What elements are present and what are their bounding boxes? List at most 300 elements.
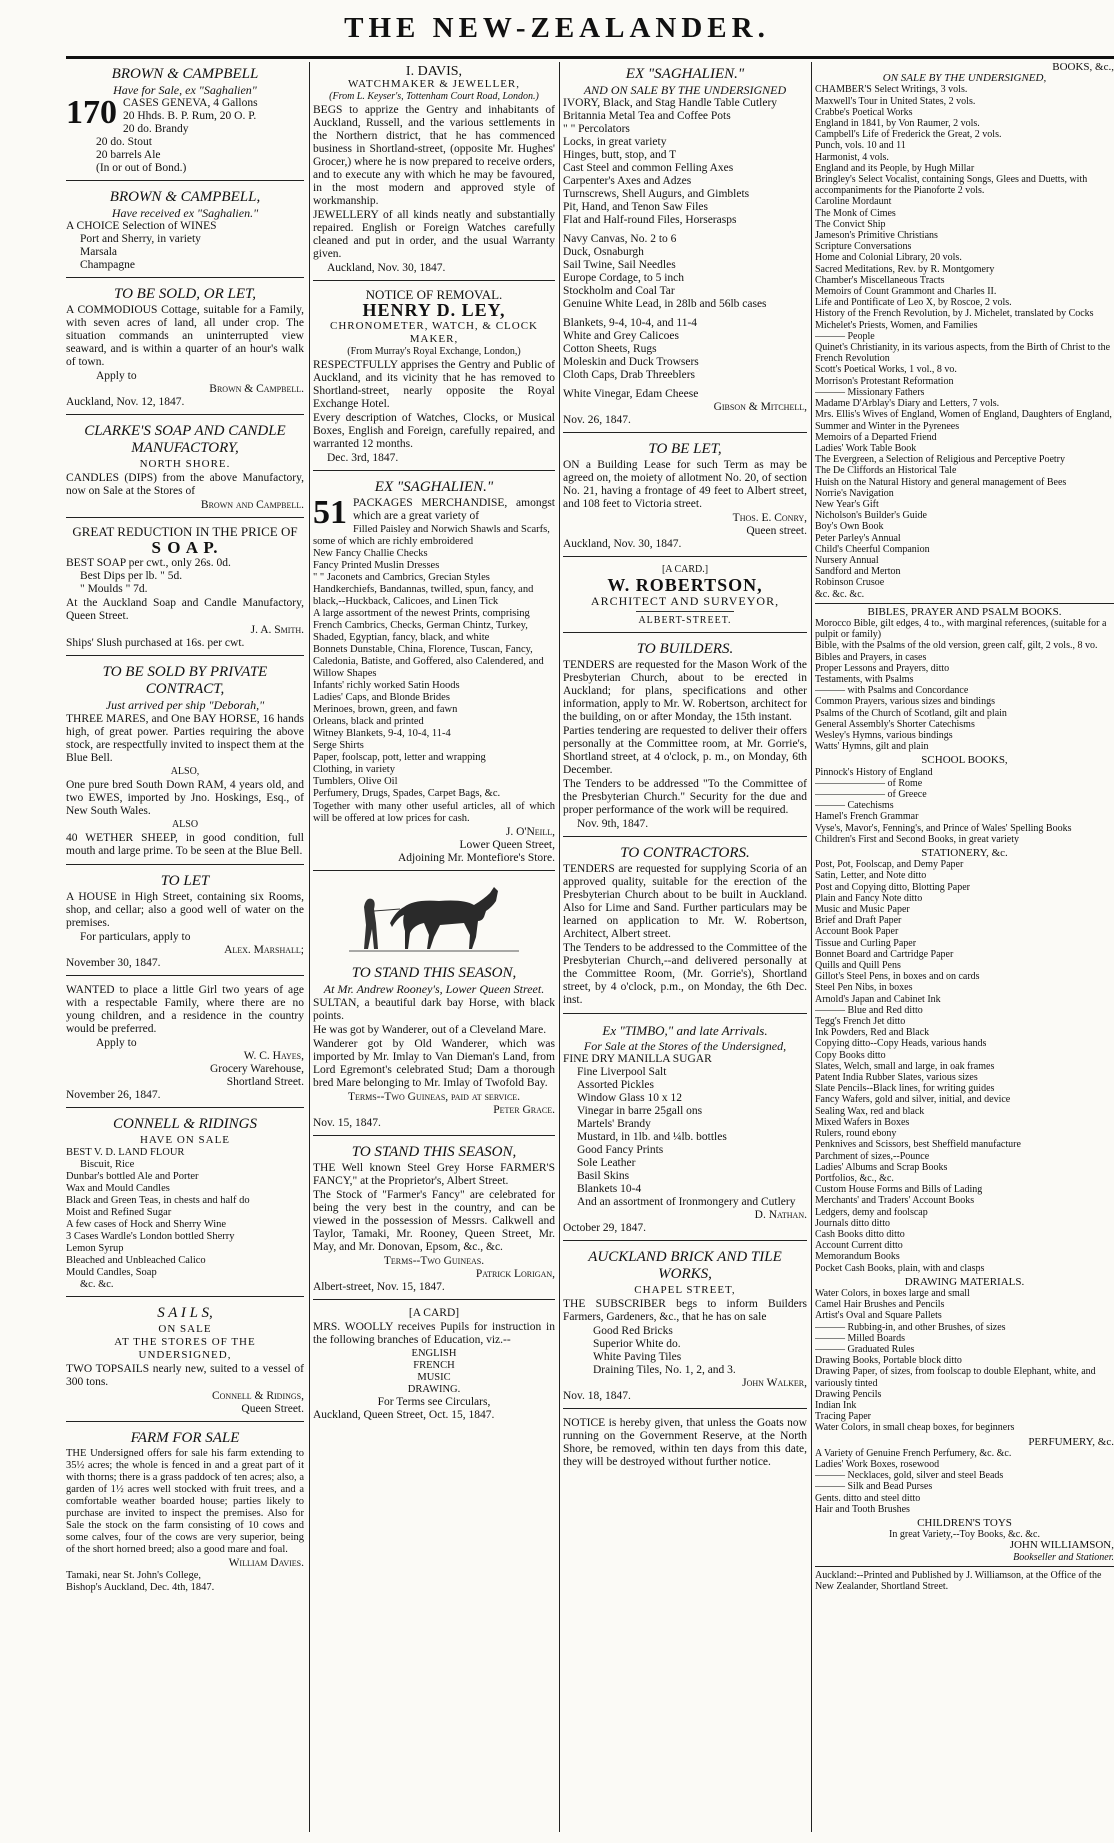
ad-davis-watchmaker <box>313 62 555 281</box>
ad-line: Cast Steel and common Felling Axes <box>563 162 734 174</box>
drawing-list <box>815 1288 1114 1434</box>
ad-apply: Apply to <box>96 1037 137 1049</box>
list-item: Brief and Draft Paper <box>815 915 902 927</box>
ad-line: Clothing, in variety <box>313 764 395 775</box>
ad-line: Flat and Half-round Files, Horserasps <box>563 214 737 226</box>
bibles-heading: BIBLES, PRAYER AND PSALM BOOKS. <box>867 605 1062 618</box>
list-item: Nicholson's Builder's Guide <box>815 510 927 522</box>
list-item: Common Prayers, various sizes and bindings <box>815 696 995 708</box>
ad-title: Ex "TIMBO," and late Arrivals. <box>602 1023 768 1038</box>
ad-stand-farmers-fancy <box>313 1140 555 1300</box>
list-item: Account Book Paper <box>815 926 899 938</box>
ad-line: Turnscrews, Shell Augurs, and Gimblets <box>563 188 750 200</box>
ad-line: Superior White do. <box>593 1338 681 1350</box>
list-item: Steel Pen Nibs, in boxes <box>815 982 913 994</box>
list-item: Life and Pontificate of Leo X, by Roscoe, 2 vols. <box>815 297 1012 309</box>
list-item: Copying ditto--Copy Heads, various hands <box>815 1038 987 1050</box>
ad-title: TO CONTRACTORS. <box>620 845 750 861</box>
list-item: ——————— of Greece <box>815 789 927 800</box>
list-item: CHAMBER'S Select Writings, 3 vols. <box>815 84 968 96</box>
ad-signature: Patrick Lorigan, <box>475 1268 555 1280</box>
ad-subject: MUSIC <box>417 1372 451 1383</box>
ad-line: &c. &c. <box>80 1279 114 1290</box>
ad-sails <box>66 1301 304 1422</box>
ad-title: TO BE LET, <box>648 441 722 457</box>
ad-line: Sole Leather <box>577 1157 636 1169</box>
ad-stand-sultan <box>313 961 555 1136</box>
ad-footer: Ships' Slush purchased at 16s. per cwt. <box>66 637 245 649</box>
toys-heading: CHILDREN'S TOYS <box>917 1517 1012 1529</box>
ad-line: BEST V. D. LAND FLOUR <box>66 1147 185 1158</box>
ad-line: 20 barrels Ale <box>96 149 161 161</box>
column-3 <box>563 62 807 1832</box>
ad-signature: Grocery Warehouse, <box>209 1063 304 1075</box>
list-item: ——— Catechisms <box>815 800 894 812</box>
ad-body: THE Well known Steel Grey Horse FARMER'S FANCY," at the Proprietor's, Albert Street. <box>313 1162 555 1187</box>
ad-title: TO LET <box>160 873 210 889</box>
list-item: &c. &c. &c. <box>815 588 865 600</box>
ad-signature: Connell & Ridings, <box>211 1390 304 1402</box>
list-item: Rulers, round ebony <box>815 1128 897 1140</box>
ad-signature: W. C. Hayes, <box>243 1050 304 1062</box>
ad-line: Navy Canvas, No. 2 to 6 <box>563 233 677 245</box>
ad-wanted <box>66 980 304 1108</box>
ad-line: Window Glass 10 x 12 <box>577 1092 682 1104</box>
list-item: Memoirs of a Departed Friend <box>815 431 937 443</box>
list-item: Post, Pot, Foolscap, and Demy Paper <box>815 859 964 871</box>
ad-subtitle: AT THE STORES OF THE UNDERSIGNED, <box>114 1336 256 1361</box>
ad-line: " " Percolators <box>563 123 630 135</box>
list-item: Drawing Books, Portable block ditto <box>815 1355 962 1367</box>
ad-body: Parties tendering are requested to deliver their offers personally at the Committee room, at Mr. Gorrie's, Shortland street, at 4 o'clock, p. m., on Monday, 6th December. <box>563 725 807 776</box>
list-item: Parchment of sizes,--Pounce <box>815 1150 930 1162</box>
list-item: Ladies' Work Table Book <box>815 442 917 454</box>
list-item: Tracing Paper <box>815 1411 872 1423</box>
ad-line: Handkerchiefs, Bandannas, twilled, spun, fancy, and black,--Huckback, Calicoes, and Linen Tick <box>313 584 534 607</box>
list-item: Water Colors, in boxes large and small <box>815 1287 970 1299</box>
list-item: Jameson's Primitive Christians <box>815 230 938 242</box>
ad-line: White and Grey Calicoes <box>563 330 679 342</box>
ad-signature: William Davies. <box>228 1557 304 1569</box>
ad-signature: D. Nathan. <box>754 1209 807 1221</box>
ad-line: CASES GENEVA, 4 Gallons <box>123 97 258 109</box>
list-item: England and its People, by Hugh Millar <box>815 162 975 174</box>
ad-terms: Terms--Two Guineas. <box>383 1255 485 1267</box>
ad-line: Europe Cordage, to 5 inch <box>563 272 685 284</box>
ad-signature: Adjoining Mr. Montefiore's Store. <box>398 852 555 864</box>
ad-line: Good Red Bricks <box>593 1325 673 1337</box>
list-item: Peter Parley's Annual <box>815 532 901 544</box>
list-item: Sealing Wax, red and black <box>815 1105 925 1117</box>
ad-subtitle: ON SALE <box>158 1323 212 1335</box>
ad-date: November 26, 1847. <box>66 1089 161 1101</box>
ad-body: The Stock of "Farmer's Fancy" are celebrated for being the very best in the country, and can be viewed in the possession of Messrs. Calkwell and Taylor, Tamaki, Mr. Rooney, Queen Street, Mr. May, and Mr. Donovan, Epsom, &c., &c. <box>313 1189 555 1253</box>
column-divider <box>309 62 310 1832</box>
list-item: Drawing Pencils <box>815 1388 882 1400</box>
ad-line: " Moulds " 7d. <box>80 583 148 595</box>
list-item: Bible, with the Psalms of the old version, green calf, gilt, 2 vols., 8 vo. <box>815 640 1098 652</box>
column-divider <box>811 62 812 1832</box>
list-item: The Evergreen, a Selection of Religious and Perceptive Poetry <box>815 454 1066 466</box>
ad-subject: FRENCH <box>413 1360 455 1371</box>
masthead: THE NEW-ZEALANDER. <box>344 12 770 44</box>
ad-farm-for-sale <box>66 1426 304 1599</box>
list-item: Watts' Hymns, gilt and plain <box>815 741 929 753</box>
list-item: General Assembly's Shorter Catechisms <box>815 718 975 730</box>
ad-apply: For particulars, apply to <box>80 931 191 943</box>
list-item: Mrs. Ellis's Wives of England, Women of England, Daughters of England, Summer and Winter in the Pyrenees <box>815 409 1112 432</box>
ad-title: EX "SAGHALIEN." <box>625 66 745 82</box>
ad-line: 20 Hhds. B. P. Rum, 20 O. P. <box>123 110 257 122</box>
horse-illustration <box>344 877 524 955</box>
ad-date: Auckland, Nov. 30, 1847. <box>327 262 446 274</box>
ad-signature: J. A. Smith. <box>250 624 304 636</box>
ad-date: Auckland, Nov. 12, 1847. <box>66 396 185 408</box>
ad-body: Together with many other useful articles, all of which will be offered at low prices for cash. <box>313 801 555 824</box>
list-item: Ladies' Work Boxes, rosewood <box>815 1458 940 1470</box>
ad-subtitle: NORTH SHORE. <box>139 458 231 470</box>
ad-body: WANTED to place a little Girl two years of age with a respectable Family, where there are no young children, and a residence in the country would be preferred. <box>66 984 304 1035</box>
list-item: Journals ditto ditto <box>815 1217 890 1229</box>
ad-body: THREE MARES, and One BAY HORSE, 16 hands high, of great power. Parties requiring the above stock, are respectfully invited to inspect them at the Blue Bell. <box>66 713 304 764</box>
ad-line: (In or out of Bond.) <box>96 162 187 174</box>
ad-body: TENDERS are requested for supplying Scoria of an approved quality, suitable for the erection of the Presbyterian Church about to be built in Auckland. Also for Lime and Sand. Further particulars may be learned on application to Mr. W. Robertson, Architect, Albert street. <box>563 863 807 940</box>
list-item: Copy Books ditto <box>815 1049 886 1061</box>
ad-signature: Lower Queen Street, <box>459 839 555 851</box>
ad-line: Martels' Brandy <box>577 1118 651 1130</box>
ad-date: Auckland, Queen Street, Oct. 15, 1847. <box>313 1409 495 1421</box>
list-item: Custom House Forms and Bills of Lading <box>815 1184 983 1196</box>
ad-title: GREAT REDUCTION IN THE PRICE OF <box>72 524 298 539</box>
ad-date: November 30, 1847. <box>66 957 161 969</box>
ad-line: Fine Liverpool Salt <box>577 1066 667 1078</box>
ad-signature: Gibson & Mitchell, <box>713 401 807 413</box>
stationery-list <box>815 859 1114 1274</box>
ad-title: TO STAND THIS SEASON, <box>351 965 517 981</box>
ad-date: Dec. 3rd, 1847. <box>327 452 399 464</box>
list-item: Camel Hair Brushes and Pencils <box>815 1299 945 1311</box>
list-item: Ledgers, demy and foolscap <box>815 1206 928 1218</box>
ad-to-contractors <box>563 841 807 1014</box>
ad-body: He was got by Wanderer, out of a Cleveland Mare. <box>313 1024 547 1036</box>
ad-line: And an assortment of Ironmongery and Cutlery <box>577 1196 796 1208</box>
ad-to-builders <box>563 637 807 837</box>
ad-nathan <box>563 1018 807 1241</box>
ad-body: Wanderer got by Old Wanderer, which was imported by Mr. Imlay to Van Dieman's Land, from Lord Egremont's celebrated Stud; Dam a thorough bred Mare belonging to Mr. Imlay of Twofold Bay. <box>313 1038 555 1089</box>
ad-signature: Thos. E. Conry, <box>732 512 807 524</box>
ad-body: The Tenders to be addressed "To the Committee of the Presbyterian Church." Security for the due and proper performance of the work will be required. <box>563 778 807 816</box>
ad-line: Carpenter's Axes and Adzes <box>563 175 692 187</box>
ad-big-number: 51 <box>313 494 347 531</box>
list-item: Artist's Oval and Square Pallets <box>815 1310 942 1322</box>
ad-body: SULTAN, a beautiful dark bay Horse, with black points. <box>313 997 555 1022</box>
ad-line: 20 do. Stout <box>96 136 152 148</box>
list-item: Psalms of the Church of Scotland, gilt and plain <box>815 707 1007 719</box>
ad-line: Paper, foolscap, pott, letter and wrapping <box>313 752 486 763</box>
list-item: Post and Copying ditto, Blotting Paper <box>815 881 971 893</box>
ad-connell-ridings <box>66 1112 304 1297</box>
ad-title: I. DAVIS, <box>405 64 463 79</box>
list-item: Quinet's Christianity, in its various aspects, from the Birth of Christ to the French Revolution <box>815 342 1111 365</box>
list-item: Punch, vols. 10 and 11 <box>815 140 906 152</box>
ad-terms: For Terms see Circulars, <box>377 1396 491 1408</box>
ad-line: Orleans, black and printed <box>313 716 424 727</box>
ad-line: A CHOICE Selection of WINES <box>66 220 217 232</box>
ad-brown-campbell-spirits <box>66 62 304 181</box>
ad-soap-reduction <box>66 522 304 656</box>
ad-body: BEGS to apprize the Gentry and inhabitants of Auckland, Russell, and the various settlements in the Northern district, that he has commenced business in Shortland-street, (opposite Mr. Hughes' Grocer,) where he is now prepared to receive orders, and to execute any with which he may be favoured, in the most modern and approved style of workmanship. <box>313 104 555 207</box>
ad-title: BROWN & CAMPBELL, <box>109 189 261 205</box>
drawing-heading: DRAWING MATERIALS. <box>904 1275 1025 1288</box>
list-item: ——— with Psalms and Concordance <box>815 685 969 697</box>
ad-line: Basil Skins <box>577 1170 630 1182</box>
list-item: Michelet's Priests, Women, and Families <box>815 319 978 331</box>
ad-signature: Queen Street. <box>241 1403 304 1415</box>
list-item: Scripture Conversations <box>815 241 912 253</box>
list-item: Ladies' Albums and Scrap Books <box>815 1161 948 1173</box>
ad-robertson-card <box>563 561 807 633</box>
ad-line: Moleskin and Duck Trowsers <box>563 356 699 368</box>
list-item: Hamel's French Grammar <box>815 811 919 823</box>
ad-subject: ENGLISH <box>411 1348 457 1359</box>
list-item: Boy's Own Book <box>815 521 884 533</box>
ad-date: Auckland, Nov. 30, 1847. <box>563 538 682 550</box>
ad-subtitle: ALBERT-STREET. <box>638 615 732 626</box>
ad-body: TWO TOPSAILS nearly new, suited to a vessel of 300 tons. <box>66 1363 304 1388</box>
ad-line: Vinegar in barre 25gall ons <box>577 1105 703 1117</box>
ad-signature: John Walker, <box>742 1377 807 1389</box>
list-item: Robinson Crusoe <box>815 577 885 589</box>
list-item: Ink Powders, Red and Black <box>815 1027 930 1039</box>
list-item: Child's Cheerful Companion <box>815 543 930 555</box>
ad-line: BEST SOAP per cwt., only 26s. 0d. <box>66 557 231 569</box>
ad-place: Tamaki, near St. John's College, <box>66 1570 202 1581</box>
ad-line: Perfumery, Drugs, Spades, Carpet Bags, &c. <box>313 788 501 799</box>
list-item: Norrie's Navigation <box>815 487 894 499</box>
ad-line: Cloth Caps, Drab Threeblers <box>563 369 696 381</box>
ad-date: Nov. 15, 1847. <box>313 1117 381 1129</box>
list-item: ——— Silk and Bead Purses <box>815 1481 933 1493</box>
ad-line: Sail Twine, Sail Needles <box>563 259 676 271</box>
signature-williamson: JOHN WILLIAMSON, <box>1009 1539 1114 1552</box>
list-item: Satin, Letter, and Note ditto <box>815 870 927 882</box>
ad-line: Hinges, butt, stop, and T <box>563 149 677 161</box>
ad-line: Marsala <box>80 246 118 258</box>
ad-subtitle: Have received ex "Saghalien." <box>111 206 259 220</box>
ad-date: Bishop's Auckland, Dec. 4th, 1847. <box>66 1582 215 1593</box>
ad-also: ALSO <box>171 819 199 830</box>
list-item: Crabbe's Poetical Works <box>815 106 913 118</box>
list-item: Slates, Welch, small and large, in oak frames <box>815 1060 995 1072</box>
ad-title: TO BUILDERS. <box>636 641 734 657</box>
ad-body: The Tenders to be addressed to the Committee of the Presbyterian Church,--and delivered personally at the Committee Room, (Mr. Gorrie's), Shortland street, by 4 o'clock, p.m., on Monday, the 6th Dec. inst. <box>563 942 807 1006</box>
ad-date: Nov. 18, 1847. <box>563 1390 631 1402</box>
ad-line: Blankets, 9-4, 10-4, and 11-4 <box>563 317 698 329</box>
ad-line: Blankets 10-4 <box>577 1183 642 1195</box>
ad-line: Locks, in great variety <box>563 136 667 148</box>
ad-line: Witney Blankets, 9-4, 10-4, 11-4 <box>313 728 451 739</box>
list-item: Tegg's French Jet ditto <box>815 1016 906 1028</box>
list-item: History of the French Revolution, by J. Michelet, translated by Cocks <box>815 308 1094 320</box>
ad-line: Pit, Hand, and Tenon Saw Files <box>563 201 708 213</box>
ad-line: Fancy Printed Muslin Dresses <box>313 560 440 571</box>
ad-line: 3 Cases Wardle's London bottled Sherry <box>66 1231 235 1242</box>
ad-line: Port and Sherry, in variety <box>80 233 201 245</box>
list-item: A Variety of Genuine French Perfumery, &c. &c. <box>815 1447 1012 1459</box>
ad-card: [A CARD] <box>408 1307 460 1319</box>
ad-title: FARM FOR SALE <box>130 1430 240 1446</box>
list-item: ——— Rubbing-in, and other Brushes, of sizes <box>815 1321 1006 1333</box>
ad-subtitle: Have for Sale, ex "Saghalien" <box>113 83 257 97</box>
ad-body: CANDLES (DIPS) from the above Manufactory, now on Sale at the Stores of <box>66 472 304 497</box>
ad-line: IVORY, Black, and Stag Handle Table Cutlery <box>563 97 778 109</box>
ad-line: Merinoes, brown, green, and fawn <box>313 704 458 715</box>
list-item: Hair and Tooth Brushes <box>815 1503 910 1515</box>
ad-body: NOTICE is hereby given, that unless the Goats now running on the Government Reserve, at the North Shore, be removed, within ten days from this date, they will be destroyed without further notice. <box>563 1417 807 1468</box>
ad-gibson-mitchell <box>563 62 807 433</box>
list-item: Vyse's, Mavor's, Fenning's, and Prince of Wales' Spelling Books <box>815 822 1072 834</box>
ad-conry-lease <box>563 437 807 557</box>
ad-title: AUCKLAND BRICK AND TILE WORKS, <box>588 1249 782 1282</box>
books-subheading: ON SALE BY THE UNDERSIGNED, <box>882 72 1047 85</box>
list-item: Gents. ditto and steel ditto <box>815 1492 921 1504</box>
ad-henry-ley <box>313 285 555 471</box>
ad-line: Serge Shirts <box>313 740 364 751</box>
bibles-list <box>815 618 1114 752</box>
ad-title: EX "SAGHALIEN." <box>374 479 494 495</box>
books-heading: BOOKS, &c., <box>1052 62 1114 73</box>
ad-date: Nov. 26, 1847. <box>563 414 631 426</box>
ad-line: Black and Green Teas, in chests and half do <box>66 1195 250 1206</box>
ad-body: ON a Building Lease for such Term as may be agreed on, the moiety of allotment No. 20, of section No. 21, having a frontage of 49 feet to Albert street, and 108 feet to Victoria street. <box>563 459 807 510</box>
ad-line: Bonnets Dunstable, China, Florence, Tuscan, Fancy, Caledonia, Batiste, and Goffered, also Calendered, and Willow Shapes <box>313 644 544 679</box>
list-item: Caroline Mordaunt <box>815 196 892 208</box>
list-item: Mixed Wafers in Boxes <box>815 1116 910 1128</box>
ad-body: JEWELLERY of all kinds neatly and substantially repaired. English or Foreign Watches carefully cleaned and put in order, and the usual Warranty given. <box>313 209 555 260</box>
ad-apply: Apply to <box>96 370 137 382</box>
ad-body: A HOUSE in High Street, containing six Rooms, shop, and cellar; also a good well of water on the premises. <box>66 891 304 929</box>
masthead-rule <box>66 56 1114 59</box>
ad-line: Cotton Sheets, Rugs <box>563 343 657 355</box>
list-item: Pocket Cash Books, plain, with and clasps <box>815 1262 985 1274</box>
ad-title: CLARKE'S SOAP AND CANDLE MANUFACTORY, <box>84 423 286 456</box>
ad-line: Duck, Osnaburgh <box>563 246 644 258</box>
ad-big-number: 170 <box>66 94 117 131</box>
ad-title: S O A P. <box>151 538 219 557</box>
ad-line: Genuine White Lead, in 28lb and 56lb cases <box>563 298 767 310</box>
ad-subtitle: AND ON SALE BY THE UNDERSIGNED <box>583 83 787 97</box>
list-item: Fancy Wafers, gold and silver, initial, and device <box>815 1094 1011 1106</box>
ad-signature: Alex. Marshall; <box>224 944 304 956</box>
ad-line: Assorted Pickles <box>577 1079 654 1091</box>
ad-body: A COMMODIOUS Cottage, suitable for a Family, with seven acres of land, all under crop. The situation commands an uninterrupted view seaward, and is within a quarter of an hour's walk of town. <box>66 304 304 368</box>
column-4 <box>815 62 1114 1832</box>
ad-goats-notice <box>563 1413 807 1475</box>
list-item: Arnold's Japan and Cabinet Ink <box>815 993 941 1005</box>
list-item: Proper Lessons and Prayers, ditto <box>815 662 950 674</box>
ad-lead: PACKAGES MERCHANDISE, amongst which are a great variety of <box>353 497 555 522</box>
school-heading: SCHOOL BOOKS, <box>921 754 1008 767</box>
list-item: ——— Graduated Rules <box>815 1343 915 1355</box>
ad-body: Every description of Watches, Clocks, or Musical Boxes, English and Foreign, carefully repaired, and warranted 12 months. <box>313 412 555 450</box>
ad-title: TO BE SOLD, OR LET, <box>114 286 256 302</box>
list-item: Home and Colonial Library, 20 vols. <box>815 252 962 264</box>
list-item: Scott's Poetical Works, 1 vol., 8 vo. <box>815 364 957 376</box>
ad-line: Good Fancy Prints <box>577 1144 664 1156</box>
list-item: Huish on the Natural History and general management of Bees <box>815 476 1067 488</box>
list-item: Madame D'Arblay's Diary and Letters, 7 vols. <box>815 398 1000 410</box>
ad-notice: NOTICE OF REMOVAL. <box>365 287 503 302</box>
list-item: ——— Milled Boards <box>815 1332 905 1344</box>
ad-line: FINE DRY MANILLA SUGAR <box>563 1053 712 1065</box>
list-item: New Year's Gift <box>815 498 879 510</box>
ad-card: [A CARD.] <box>661 564 709 575</box>
ad-cottage-sale <box>66 282 304 415</box>
list-item: Maxwell's Tour in United States, 2 vols. <box>815 95 976 107</box>
ad-body: At the Auckland Soap and Candle Manufactory, Queen Street. <box>66 597 304 622</box>
ad-signature: Queen street. <box>746 525 807 537</box>
ad-subtitle: Just arrived per ship "Deborah," <box>105 698 265 712</box>
ad-title: S A I L S, <box>157 1305 213 1321</box>
ad-line: A few cases of Hock and Sherry Wine <box>66 1219 227 1230</box>
list-item: Patent India Rubber Slates, various sizes <box>815 1072 978 1084</box>
list-item: The De Cliffords an Historical Tale <box>815 465 957 477</box>
ad-subtitle: CHRONOMETER, WATCH, & CLOCK MAKER, <box>329 320 538 345</box>
list-item: Bringley's Select Vocalist, containing Songs, Glees and Duetts, with accompaniments for the Pianoforte 2 vols. <box>815 174 1088 197</box>
list-item: Chamber's Miscellaneous Tracts <box>815 274 945 286</box>
list-item: Testaments, with Psalms <box>815 673 914 685</box>
list-item: Pinnock's History of England <box>815 766 933 778</box>
list-item: Tissue and Curling Paper <box>815 937 917 949</box>
ad-line: White Vinegar, Edam Cheese <box>563 388 699 400</box>
ad-body: RESPECTFULLY apprises the Gentry and Public of Auckland, and its vicinity that he has removed to Shortland-street, nearly opposite the Royal Exchange Hotel. <box>313 359 555 410</box>
ad-line: A large assortment of the newest Prints, comprising French Cambrics, Checks, German Chintz, Turkey, Shaded, Egyptian, fancy, black, and white <box>313 608 530 643</box>
list-item: Memorandum Books <box>815 1251 900 1263</box>
ad-body: THE Undersigned offers for sale his farm extending to 35½ acres; the whole is fenced in and a great part of it with thorns; there is a grass paddock of ten acres; also, a garden of 1½ acres well stocked with fruit trees, and a comfortable weather boarded house; parties likely to purchase are invited to inspect the premises. Also for Sale the stock on the farm consisting of 10 cows and some calves, four of the cows are very superior, being of the short horned breed; also a good mare and foal. <box>66 1448 304 1555</box>
ad-body: THE SUBSCRIBER begs to inform Builders Farmers, Gardeners, &c., that he has on sale <box>563 1298 807 1323</box>
toys-line: In great Variety,--Toy Books, &c. &c. <box>889 1529 1040 1541</box>
ad-line: Mustard, in 1lb. and ¼lb. bottles <box>577 1131 727 1143</box>
list-item: Harmonist, 4 vols. <box>815 151 889 163</box>
ad-line: Stockholm and Coal Tar <box>563 285 675 297</box>
ad-oneill-merchandise <box>313 475 555 871</box>
list-item: Sandford and Merton <box>815 566 901 578</box>
list-item: Quills and Quill Pens <box>815 960 901 972</box>
ad-subtitle: ARCHITECT AND SURVEYOR, <box>590 594 780 608</box>
list-item: The Convict Ship <box>815 218 886 230</box>
ad-line: White Paving Tiles <box>593 1351 682 1363</box>
ad-line: Ladies' Caps, and Blonde Brides <box>313 692 450 703</box>
books-list <box>815 84 1114 599</box>
ad-line: New Fancy Challie Checks <box>313 548 428 559</box>
ad-signature: Shortland Street. <box>226 1076 304 1088</box>
ad-title: W. ROBERTSON, <box>607 575 763 595</box>
list-item: Bonnet Board and Cartridge Paper <box>815 948 954 960</box>
ad-line: Filled Paisley and Norwich Shawls and Scarfs, some of which are richly embroidered <box>313 524 550 547</box>
list-item: Nursery Annual <box>815 554 879 566</box>
list-item: Penknives and Scissors, best Sheffield manufacture <box>815 1139 1021 1151</box>
ad-line: Moist and Refined Sugar <box>66 1207 172 1218</box>
perfumery-list <box>815 1448 1114 1515</box>
ad-terms: Terms--Two Guineas, paid at service. <box>347 1091 521 1103</box>
ad-brown-campbell-wines <box>66 185 304 278</box>
ad-body: 40 WETHER SHEEP, in good condition, full mouth and large prime. To be seen at the Blue Bell. <box>66 832 304 857</box>
ad-subtitle: WATCHMAKER & JEWELLER, <box>347 78 520 90</box>
list-item: Portfolios, &c., &c. <box>815 1172 894 1184</box>
list-item: Slate Pencils--Black lines, for writing guides <box>815 1083 995 1095</box>
ad-line: Britannia Metal Tea and Coffee Pots <box>563 110 731 122</box>
ad-date: October 29, 1847. <box>563 1222 647 1234</box>
